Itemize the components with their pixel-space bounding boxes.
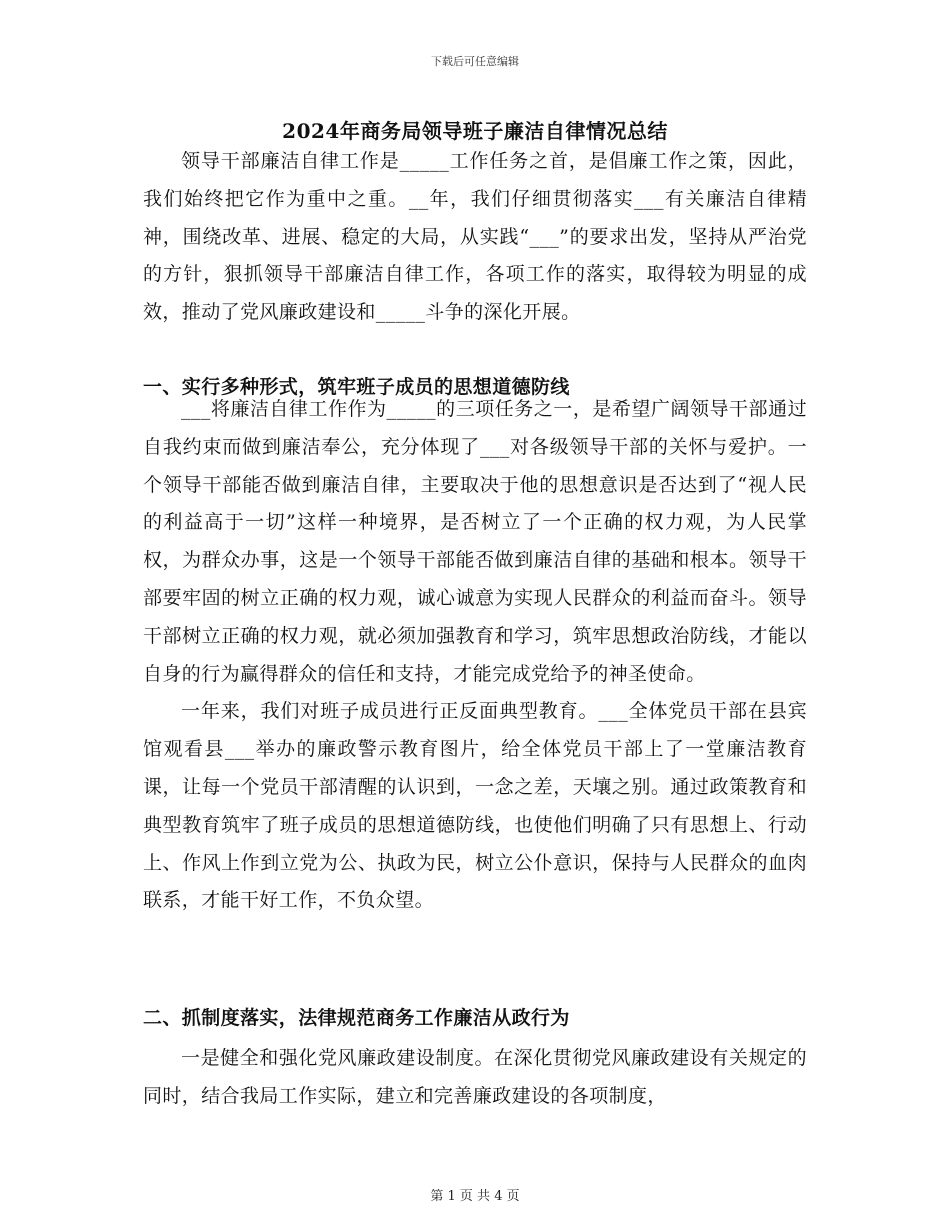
header-note: 下载后可任意编辑 <box>431 55 519 68</box>
page-footer: 第 1 页 共 4 页 <box>430 1189 520 1204</box>
intro-paragraph: 领导干部廉洁自律工作是_____工作任务之首，是倡廉工作之策，因此，我们始终把它作为重中之重。__年，我们仔细贯彻落实___有关廉洁自律精神，围绕改革、进展、稳定的大局，从实践“___”的要求出发，坚持从严治党的方针，狠抓领导干部廉洁自律工作，各项工作的落实，取得较为明显的成效，推动了党风廉政建设和_____斗争的深化开展。 <box>143 150 807 324</box>
section-2-paragraph-1: 一是健全和强化党风廉政建设制度。在深化贯彻党风廉政建设有关规定的同时，结合我局工作实际，建立和完善廉政建设的各项制度， <box>143 1047 807 1107</box>
section-1-body <box>143 391 807 920</box>
section-1-paragraph-2: 一年来，我们对班子成员进行正反面典型教育。___全体党员干部在县宾馆观看县___举办的廉政警示教育图片，给全体党员干部上了一堂廉洁教育课，让每一个党员干部清醒的认识到，一念之差，天壤之别。通过政策教育和典型教育筑牢了班子成员的思想道德防线，也使他们明确了只有思想上、行动上、作风上作到立党为公、执政为民，树立公仆意识，保持与人民群众的血肉联系，才能干好工作，不负众望。 <box>143 700 807 912</box>
section-2-heading: 二、抓制度落实，法律规范商务工作廉洁从政行为 <box>143 1007 570 1029</box>
intro-section <box>143 143 807 332</box>
document-title: 2024年商务局领导班子廉洁自律情况总结 <box>282 119 668 143</box>
section-1-paragraph-1: ___将廉洁自律工作作为_____的三项任务之一，是希望广阔领导干部通过自我约束而做到廉洁奉公，充分体现了___对各级领导干部的关怀与爱护。一个领导干部能否做到廉洁自律，主要取决于他的思想意识是否达到了“视人民的利益高于一切”这样一种境界，是否树立了一个正确的权力观，为人民掌权，为群众办事，这是一个领导干部能否做到廉洁自律的基础和根本。领导干部要牢固的树立正确的权力观，诚心诚意为实现人民群众的利益而奋斗。领导干部树立正确的权力观，就必须加强教育和学习，筑牢思想政治防线，才能以自身的行为赢得群众的信任和支持，才能完成党给予的神圣使命。 <box>143 398 807 685</box>
section-1-heading: 一、实行多种形式，筑牢班子成员的思想道德防线 <box>143 376 570 398</box>
section-2-body <box>143 1040 807 1116</box>
